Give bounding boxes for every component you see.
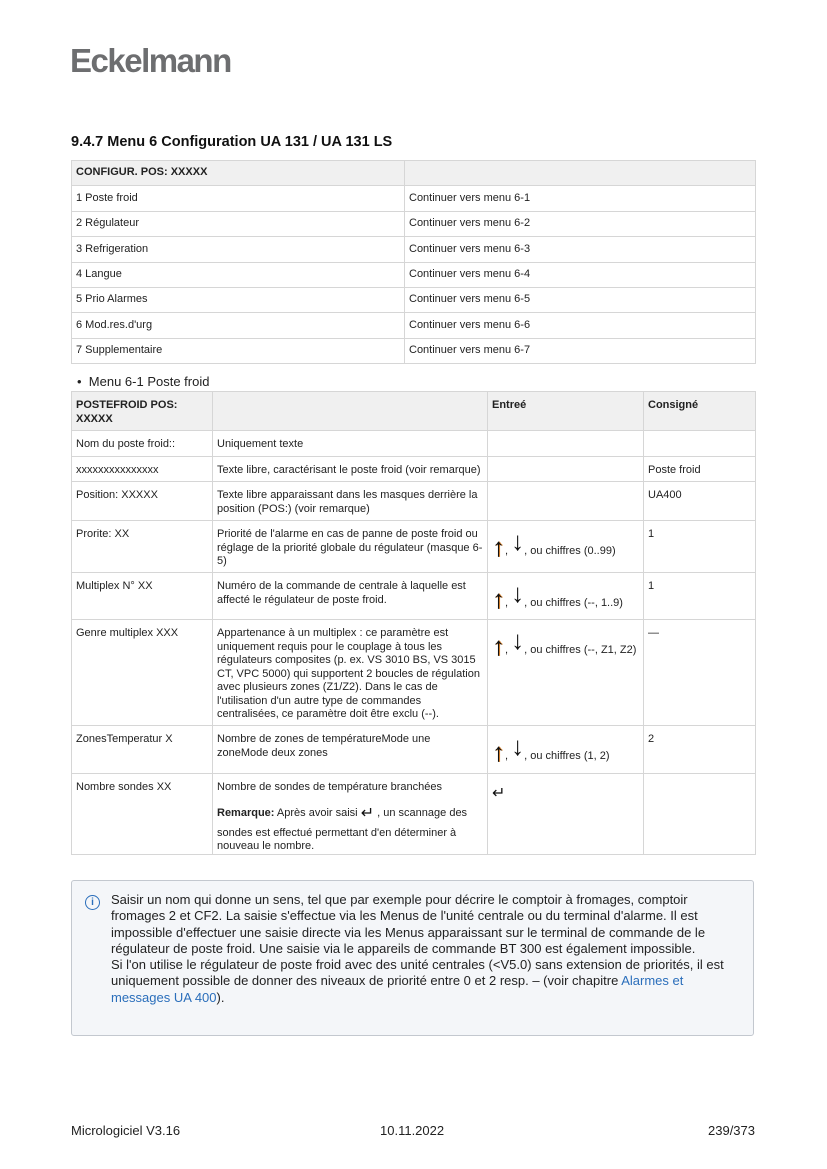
arrow-down-icon: ↓ xyxy=(511,625,525,655)
table-header: Entreé xyxy=(488,392,644,431)
table-header xyxy=(405,161,756,186)
table-header xyxy=(213,392,488,431)
table-header: POSTEFROID POS: XXXXX xyxy=(72,392,213,431)
table-header: Consigné xyxy=(644,392,756,431)
arrow-down-icon: ↓ xyxy=(511,578,525,608)
param-description: Uniquement texte xyxy=(213,431,488,457)
param-description xyxy=(213,774,488,855)
param-description: Nombre de zones de températureMode une zoneMode deux zones xyxy=(213,726,488,774)
menu-target: Continuer vers menu 6-5 xyxy=(405,287,756,312)
chapter-link[interactable]: Alarmes et messages UA 400 xyxy=(111,973,684,1005)
entry-cell xyxy=(488,457,644,482)
table-row xyxy=(72,237,756,262)
arrow-up-icon: ↑ xyxy=(492,631,505,661)
param-description: Priorité de l'alarme en cas de panne de poste froid ou réglage de la priorité globale du régulateur (masque 6-5) xyxy=(213,521,488,573)
param-description: Texte libre apparaissant dans les masques derrière la position (POS:) (voir remarque) xyxy=(213,482,488,521)
param-description: Texte libre, caractérisant le poste froid (voir remarque) xyxy=(213,457,488,482)
menu-item: 1 Poste froid xyxy=(72,186,405,211)
menu-item: 6 Mod.res.d'urg xyxy=(72,313,405,338)
desc-text: Nombre de sondes de température branchées xyxy=(217,781,443,793)
param-name: Multiplex N° XX xyxy=(72,573,213,620)
section-heading: 9.4.7 Menu 6 Configuration UA 131 / UA 131 LS xyxy=(71,134,393,150)
entry-text: , ou chiffres (1, 2) xyxy=(524,750,610,762)
table-row xyxy=(72,521,756,573)
menu-target: Continuer vers menu 6-2 xyxy=(405,211,756,236)
entry-cell xyxy=(488,431,644,457)
table-row xyxy=(72,457,756,482)
menu-target: Continuer vers menu 6-4 xyxy=(405,262,756,287)
info-note xyxy=(71,880,754,1036)
note-text: Saisir un nom qui donne un sens, tel que par exemple pour décrire le comptoir à fromages, comptoir fromages 2 et CF2. La saisie s'effectue via les Menus de l'unité centrale ou du terminal d'alarme. Il est impossible d'effectuer une saisie directe via les Menus apparaissant sur le terminal de commande de le régulateur de poste froid. Une saisie via le appareils de commande BT 300 est également impossible. xyxy=(111,892,706,956)
bullet-text: Menu 6-1 Poste froid xyxy=(88,374,210,389)
table-row xyxy=(72,186,756,211)
table-row xyxy=(72,774,756,855)
menu-item: 5 Prio Alarmes xyxy=(72,287,405,312)
remark-text: Après avoir saisi xyxy=(276,806,358,819)
footer-date: 10.11.2022 xyxy=(380,1123,445,1138)
config-menu-table xyxy=(71,160,756,364)
arrow-up-icon: ↑ xyxy=(492,532,505,562)
table-row xyxy=(72,573,756,620)
table-row xyxy=(72,726,756,774)
entry-text: , ou chiffres (0..99) xyxy=(524,545,616,557)
table-row xyxy=(72,262,756,287)
table-header: CONFIGUR. POS: XXXXX xyxy=(72,161,405,186)
param-name: Nombre sondes XX xyxy=(72,774,213,855)
param-name: Nom du poste froid:: xyxy=(72,431,213,457)
param-name: Position: XXXXX xyxy=(72,482,213,521)
menu-item: 4 Langue xyxy=(72,262,405,287)
menu-item: 7 Supplementaire xyxy=(72,338,405,363)
eckelmann-logo: Eckelmann xyxy=(70,42,231,79)
param-description: Numéro de la commande de centrale à laquelle est affecté le régulateur de poste froid. xyxy=(213,573,488,620)
entry-cell: ↑, ↓, ou chiffres (--, 1..9) xyxy=(488,573,644,620)
menu-target: Continuer vers menu 6-3 xyxy=(405,237,756,262)
entry-cell: ↑, ↓, ou chiffres (1, 2) xyxy=(488,726,644,774)
entry-cell xyxy=(488,482,644,521)
entry-cell: ↑, ↓, ou chiffres (0..99) xyxy=(488,521,644,573)
bullet-item: • Menu 6-1 Poste froid xyxy=(77,374,210,389)
menu-target: Continuer vers menu 6-7 xyxy=(405,338,756,363)
remark-label: Remarque: xyxy=(217,806,275,819)
arrow-down-icon: ↓ xyxy=(511,526,525,556)
note-text-3: ). xyxy=(216,989,225,1005)
param-description: Appartenance à un multiplex : ce paramètre est uniquement requis pour le couplage à tous les régulateurs composites (p. ex. VS 3010 BS, VS 3015 CT, VPC 5000) qui supportent 2 boucles de régulation avec plusieurs zones (Z1/Z2). Dans le cas de l'utilisation d'un autre type de commandes centralisées, ce paramètre doit être exclu (--). xyxy=(213,620,488,726)
enter-key-icon: ↵ xyxy=(360,804,375,822)
table-row xyxy=(72,313,756,338)
remark-text: , un scannage des sondes est effectué permettant d'en déterminer à nouveau le nombre. xyxy=(217,806,468,852)
default-value: — xyxy=(644,620,756,726)
table-row xyxy=(72,338,756,363)
table-row xyxy=(72,620,756,726)
default-value: 1 xyxy=(644,521,756,573)
footer-version: Micrologiciel V3.16 xyxy=(71,1123,181,1138)
default-value xyxy=(644,431,756,457)
param-name: Prorite: XX xyxy=(72,521,213,573)
table-row xyxy=(72,287,756,312)
param-name: ZonesTemperatur X xyxy=(72,726,213,774)
poste-froid-table xyxy=(71,391,756,855)
menu-item: 3 Refrigeration xyxy=(72,237,405,262)
entry-cell: ↑, ↓, ou chiffres (--, Z1, Z2) xyxy=(488,620,644,726)
table-row xyxy=(72,482,756,521)
note-text-2: Si l'on utilise le régulateur de poste froid avec des unité centrales (<V5.0) sans extension de priorités, il est uniquement possible de donner des niveaux de priorité entre 0 et 2 resp. – (voir chapitre xyxy=(111,957,724,989)
entry-cell xyxy=(488,774,644,855)
param-name: xxxxxxxxxxxxxxx xyxy=(72,457,213,482)
menu-target: Continuer vers menu 6-6 xyxy=(405,313,756,338)
default-value: Poste froid xyxy=(644,457,756,482)
param-name: Genre multiplex XXX xyxy=(72,620,213,726)
menu-item: 2 Régulateur xyxy=(72,211,405,236)
table-row xyxy=(72,431,756,457)
arrow-up-icon: ↑ xyxy=(492,584,505,614)
entry-text: , ou chiffres (--, Z1, Z2) xyxy=(524,644,637,656)
info-icon: i xyxy=(85,895,100,910)
footer-page: 239/373 xyxy=(708,1123,755,1138)
arrow-down-icon: ↓ xyxy=(511,731,525,761)
entry-text: , ou chiffres (--, 1..9) xyxy=(524,597,623,609)
default-value: 2 xyxy=(644,726,756,774)
enter-key-icon: ↵ xyxy=(492,785,506,802)
default-value: 1 xyxy=(644,573,756,620)
arrow-up-icon: ↑ xyxy=(492,737,505,767)
default-value xyxy=(644,774,756,855)
menu-target: Continuer vers menu 6-1 xyxy=(405,186,756,211)
table-row xyxy=(72,211,756,236)
default-value: UA400 xyxy=(644,482,756,521)
